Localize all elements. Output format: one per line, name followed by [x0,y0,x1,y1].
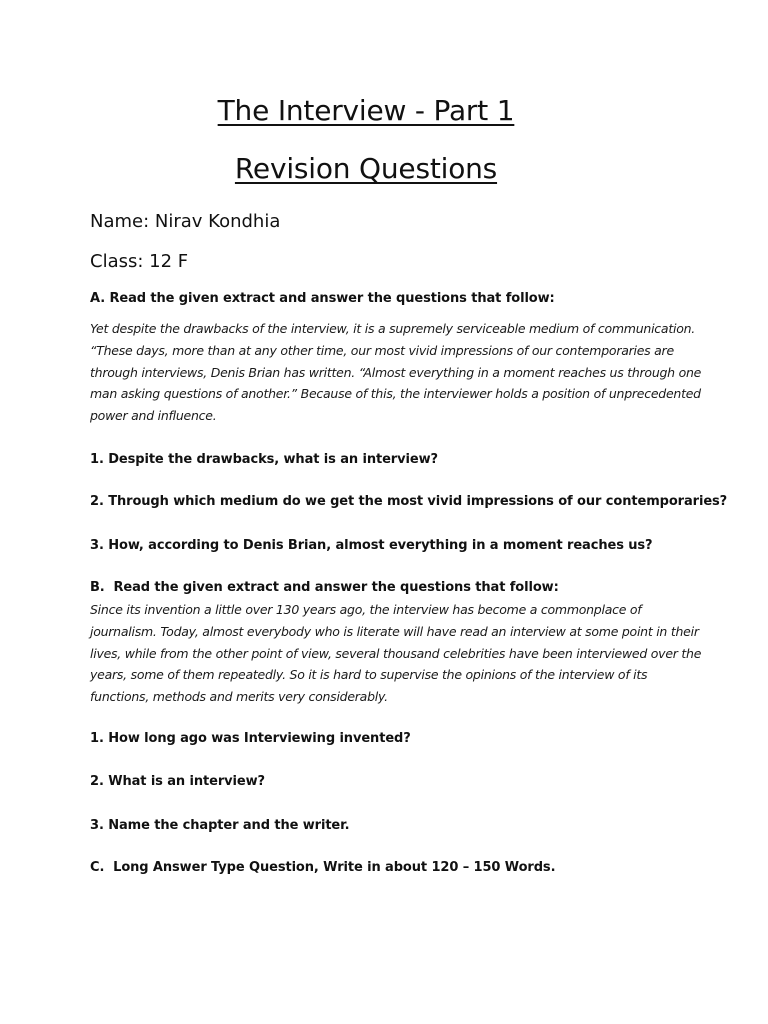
section-c-heading: C. Long Answer Type Question, Write in about 120 – 150 Words. [90,860,556,875]
section-b-question-1: 1. How long ago was Interviewing invented? [90,731,411,746]
extract-line: Since its invention a little over 130 years ago, the interview has become a commonplace of [90,602,642,617]
extract-line: man asking questions of another.” Because of this, the interviewer holds a position of unprecedented [90,386,701,402]
section-a-extract [90,318,702,427]
student-name: Name: Nirav Kondhia [90,211,281,232]
section-a-question-3: 3. How, according to Denis Brian, almost everything in a moment reaches us? [90,538,653,553]
extract-line: journalism. Today, almost everybody who is literate will have read an interview at some point in their [90,623,699,639]
section-b-question-2: 2. What is an interview? [90,774,265,789]
document-title: The Interview - Part 1 [217,94,515,127]
extract-line: Yet despite the drawbacks of the interview, it is a supremely serviceable medium of communication. [90,321,696,336]
extract-line: through interviews, Denis Brian has written. “Almost everything in a moment reaches us through one [90,364,702,380]
extract-line: functions, methods and merits very considerably. [90,689,388,705]
section-a-question-2: 2. Through which medium do we get the most vivid impressions of our contemporaries? [90,494,728,509]
section-b-extract [90,599,702,708]
extract-line: power and influence. [90,408,217,424]
extract-line: lives, while from the other point of view, several thousand celebrities have been interviewed over the [90,645,702,661]
section-a-question-1: 1. Despite the drawbacks, what is an interview? [90,452,438,467]
section-a-heading: A. Read the given extract and answer the questions that follow: [90,291,555,306]
student-class: Class: 12 F [90,251,189,272]
section-b-heading: B. Read the given extract and answer the questions that follow: [90,580,559,595]
document-subtitle: Revision Questions [234,152,498,185]
extract-line: years, some of them repeatedly. So it is hard to supervise the opinions of the interview of its [90,667,648,683]
section-b-question-3: 3. Name the chapter and the writer. [90,818,350,833]
extract-line: “These days, more than at any other time, our most vivid impressions of our contemporaries are [90,342,674,358]
